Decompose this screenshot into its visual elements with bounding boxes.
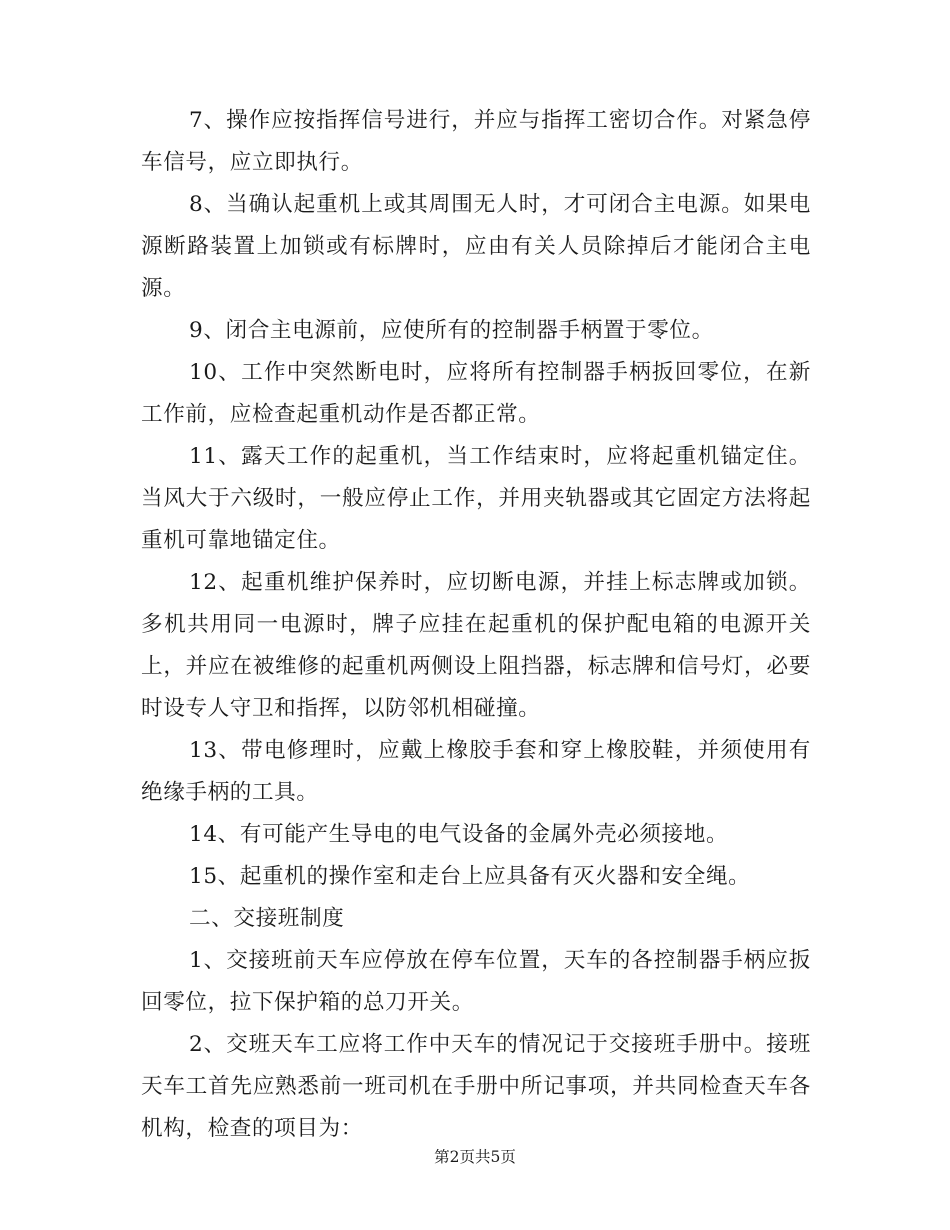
paragraph-rule-12: 12、起重机维护保养时，应切断电源，并挂上标志牌或加锁。多机共用同一电源时，牌子应挂在起重机的保护配电箱的电源开关上，并应在被维修的起重机两侧设上阻挡器，标志牌和信号灯，必要时设专人守卫和指挥，以防邻机相碰撞。 <box>141 570 811 721</box>
document-body <box>141 100 811 1150</box>
paragraph-rule-13: 13、带电修理时，应戴上橡胶手套和穿上橡胶鞋，并须使用有绝缘手柄的工具。 <box>141 738 811 805</box>
paragraph-rule-11: 11、露天工作的起重机，当工作结束时，应将起重机锚定住。当风大于六级时，一般应停止工作，并用夹轨器或其它固定方法将起重机可靠地锚定住。 <box>141 444 811 553</box>
section-heading-handover: 二、交接班制度 <box>189 906 345 931</box>
paragraph-handover-2: 2、交班天车工应将工作中天车的情况记于交接班手册中。接班天车工首先应熟悉前一班司机在手册中所记事项，并共同检查天车各机构，检查的项目为： <box>141 1032 811 1141</box>
paragraph-rule-14: 14、有可能产生导电的电气设备的金属外壳必须接地。 <box>189 822 729 847</box>
paragraph-rule-10: 10、工作中突然断电时，应将所有控制器手柄扳回零位，在新工作前，应检查起重机动作是否都正常。 <box>141 360 811 427</box>
paragraph-rule-15: 15、起重机的操作室和走台上应具备有灭火器和安全绳。 <box>189 864 751 889</box>
paragraph-rule-7: 7、操作应按指挥信号进行，并应与指挥工密切合作。对紧急停车信号，应立即执行。 <box>141 108 811 175</box>
page-number-footer: 第2页共5页 <box>434 1148 516 1166</box>
paragraph-rule-8: 8、当确认起重机上或其周围无人时，才可闭合主电源。如果电源断路装置上加锁或有标牌时，应由有关人员除掉后才能闭合主电源。 <box>141 192 811 301</box>
paragraph-rule-9: 9、闭合主电源前，应使所有的控制器手柄置于零位。 <box>189 318 714 343</box>
paragraph-handover-1: 1、交接班前天车应停放在停车位置，天车的各控制器手柄应扳回零位，拉下保护箱的总刀开关。 <box>141 948 811 1015</box>
